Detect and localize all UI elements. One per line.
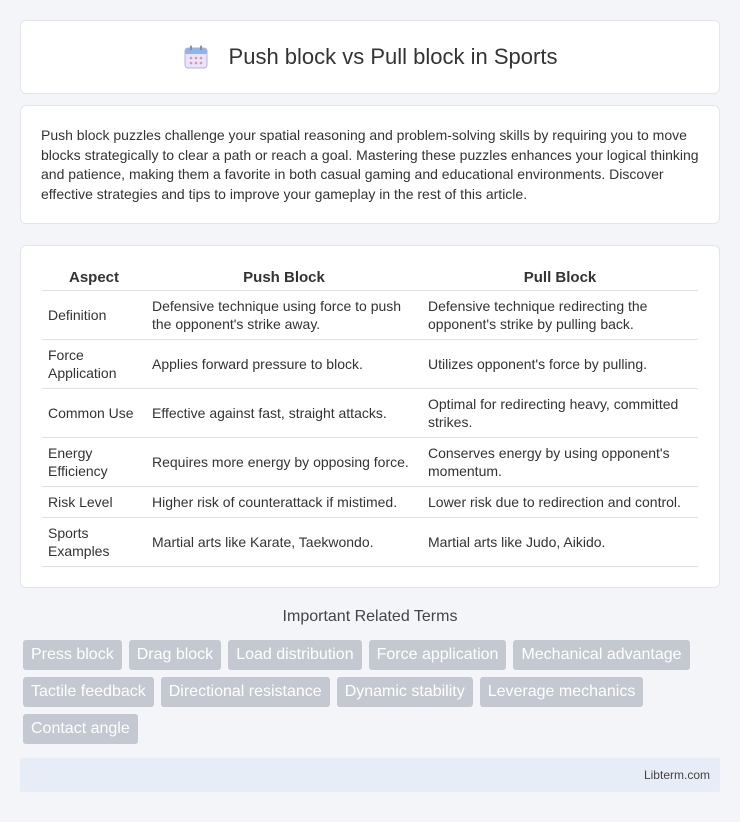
table-row — [42, 290, 698, 339]
tag-force-application[interactable]: Force application — [369, 640, 507, 670]
table-row — [42, 517, 698, 566]
tag-mechanical-advantage[interactable]: Mechanical advantage — [513, 640, 689, 670]
row-push: Defensive technique using force to push the opponent's strike away. — [146, 290, 422, 339]
intro-text: Push block puzzles challenge your spatial reasoning and problem-solving skills by requiring you to move blocks strategically to clear a path or reach a goal. Mastering these puzzles enhances your logical thinking and patience, making them a favorite in both casual gaming and educational environments. Discover effective strategies and tips to improve your gameplay in the rest of this article. — [41, 127, 699, 202]
calendar-icon — [183, 44, 209, 70]
comparison-table — [42, 266, 698, 567]
table-row — [42, 339, 698, 388]
tag-load-distribution[interactable]: Load distribution — [228, 640, 361, 670]
related-terms-title: Important Related Terms — [282, 608, 458, 625]
title-wrap — [183, 44, 558, 70]
row-aspect: Sports Examples — [42, 517, 146, 566]
row-push: Higher risk of counterattack if mistimed. — [146, 486, 422, 517]
row-pull: Martial arts like Judo, Aikido. — [422, 517, 698, 566]
header-pull-block: Pull Block — [422, 266, 698, 290]
footer — [20, 758, 720, 792]
row-push: Martial arts like Karate, Taekwondo. — [146, 517, 422, 566]
tag-directional-resistance[interactable]: Directional resistance — [161, 677, 330, 707]
tag-press-block[interactable]: Press block — [23, 640, 122, 670]
comparison-card — [20, 245, 720, 588]
tag-drag-block[interactable]: Drag block — [129, 640, 221, 670]
tag-dynamic-stability[interactable]: Dynamic stability — [337, 677, 473, 707]
row-push: Applies forward pressure to block. — [146, 339, 422, 388]
row-aspect: Definition — [42, 290, 146, 339]
tag-tactile-feedback[interactable]: Tactile feedback — [23, 677, 154, 707]
page-title: Push block vs Pull block in Sports — [228, 44, 558, 69]
row-pull: Defensive technique redirecting the opponent's strike by pulling back. — [422, 290, 698, 339]
footer-site-link[interactable]: Libterm.com — [643, 768, 710, 782]
row-pull: Lower risk due to redirection and control. — [422, 486, 698, 517]
row-aspect: Common Use — [42, 388, 146, 437]
row-pull: Utilizes opponent's force by pulling. — [422, 339, 698, 388]
table-row — [42, 437, 698, 486]
row-pull: Optimal for redirecting heavy, committed strikes. — [422, 388, 698, 437]
related-terms-tags — [23, 640, 723, 744]
row-aspect: Risk Level — [42, 486, 146, 517]
header-aspect: Aspect — [42, 266, 146, 290]
row-pull: Conserves energy by using opponent's momentum. — [422, 437, 698, 486]
row-push: Requires more energy by opposing force. — [146, 437, 422, 486]
table-row — [42, 486, 698, 517]
row-aspect: Force Application — [42, 339, 146, 388]
header-card — [20, 20, 720, 94]
intro-card — [20, 105, 720, 224]
row-aspect: Energy Efficiency — [42, 437, 146, 486]
tag-leverage-mechanics[interactable]: Leverage mechanics — [480, 677, 644, 707]
header-push-block: Push Block — [146, 266, 422, 290]
tag-contact-angle[interactable]: Contact angle — [23, 714, 138, 744]
table-header-row — [42, 266, 698, 290]
table-row — [42, 388, 698, 437]
row-push: Effective against fast, straight attacks. — [146, 388, 422, 437]
